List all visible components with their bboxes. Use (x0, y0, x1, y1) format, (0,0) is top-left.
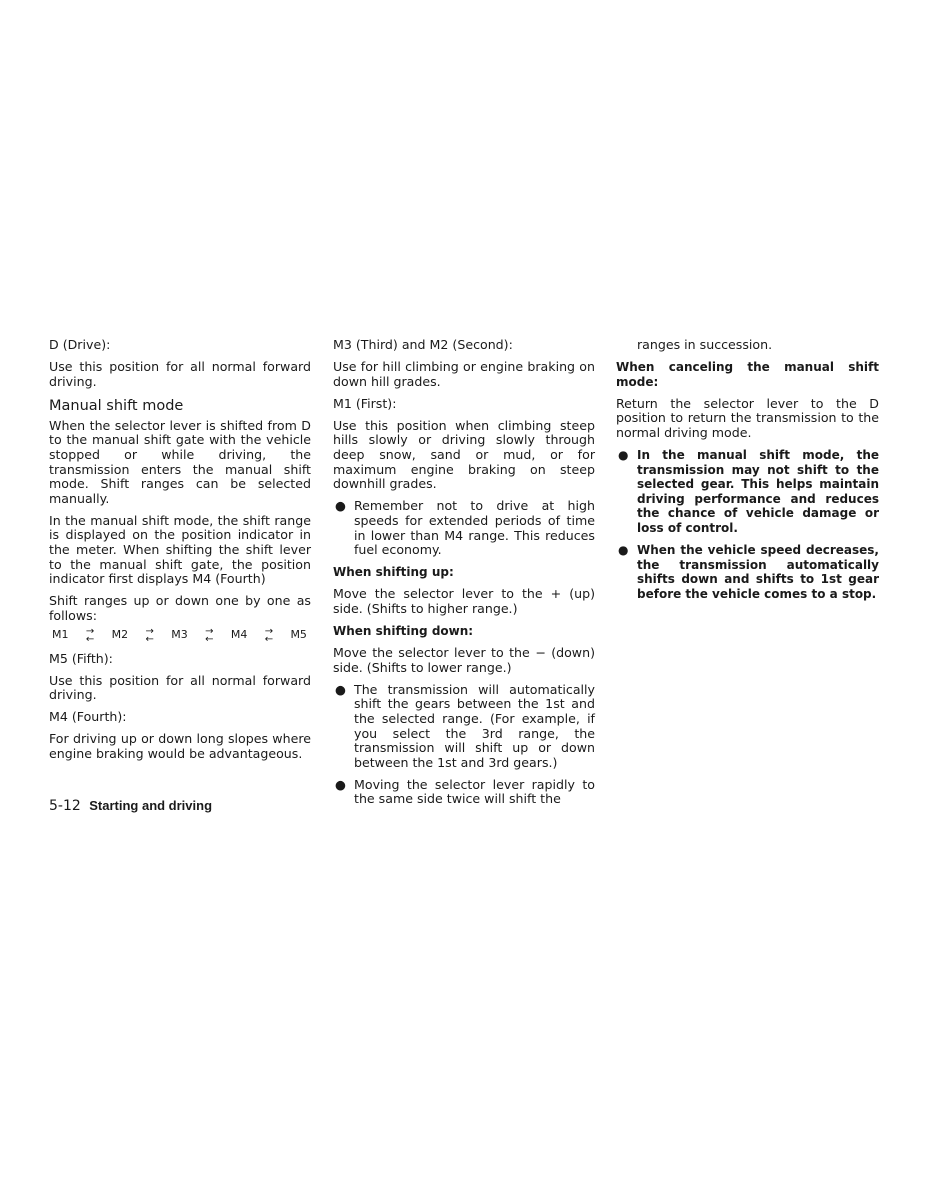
manual-paragraph-1: When the selector lever is shifted from D to the manual shift gate with the vehicle stopped or while driving, the transmission enters the manual shift mode. Shift ranges can be selected manually. (49, 417, 311, 506)
cancel-text: Return the selector lever to the D position to return the transmission to the normal driving mode. (616, 395, 879, 440)
m5-heading: M5 (Fifth): (49, 650, 113, 666)
warning-bullet (616, 543, 879, 601)
m1-heading: M1 (First): (333, 395, 397, 411)
bullet-icon: ● (335, 681, 346, 697)
drive-text: Use this position for all normal forward driving. (49, 359, 311, 389)
seq-m5: M5 (290, 628, 307, 642)
bullet-item (333, 499, 595, 557)
bullet-text: In the manual shift mode, the transmission may not shift to the selected gear. This helps maintain driving performance and reduces the chance of vehicle damage or loss of control. (637, 448, 879, 536)
cancel-heading: When canceling the manual shift mode: (616, 360, 879, 389)
bullet-text: Moving the selector lever rapidly to the same side twice will shift the (354, 776, 595, 807)
bullet-text: When the vehicle speed decreases, the transmission automatically shifts down and shifts to 1st gear before the vehicle comes to a stop. (637, 543, 879, 601)
manual-paragraph-3: Shift ranges up or down one by one as follows: (49, 593, 311, 623)
seq-m3: M3 (171, 628, 188, 642)
column-1 (49, 338, 311, 769)
manual-shift-heading: Manual shift mode (49, 397, 184, 414)
arrows-icon: → ← (205, 625, 214, 645)
shift-down-heading: When shifting down: (333, 624, 474, 638)
column-2 (333, 338, 595, 815)
bullet-text: The transmission will automatically shift the gears between the 1st and the selected range. (For example, if you select the 3rd range, the transmission will shift up or down between the 1st and 3rd gears.) (354, 681, 595, 770)
seq-m4: M4 (230, 628, 248, 642)
section-title: Starting and driving (89, 798, 213, 813)
m3m2-text: Use for hill climbing or engine braking on down hill grades. (333, 359, 595, 389)
m4-heading: M4 (Fourth): (49, 709, 127, 725)
continued-text: ranges in succession. (637, 337, 773, 352)
drive-heading: D (Drive): (49, 337, 111, 352)
manual-paragraph-2: In the manual shift mode, the shift range is displayed on the position indicator in the meter. When shifting the shift lever to the manual shift gate, the position indicator first displays M4 (Fourth) (49, 512, 311, 587)
m5-text: Use this position for all normal forward driving. (49, 672, 311, 703)
arrows-icon: → ← (85, 625, 95, 645)
bullet-text: Remember not to drive at high speeds for extended periods of time in lower than M4 range. This reduces fuel economy. (354, 498, 595, 558)
shift-down-text: Move the selector lever to the − (down) side. (Shifts to lower range.) (333, 645, 595, 675)
seq-m2: M2 (111, 628, 129, 642)
arrows-icon: → ← (145, 625, 154, 645)
shift-up-heading: When shifting up: (333, 565, 454, 580)
bullet-item (333, 778, 595, 807)
m3m2-heading: M3 (Third) and M2 (Second): (333, 337, 513, 352)
bullet-icon: ● (335, 776, 346, 792)
page-footer (49, 798, 212, 814)
warning-bullet (616, 448, 879, 536)
bullet-item (333, 683, 595, 771)
seq-m1: M1 (52, 628, 69, 642)
shift-up-text: Move the selector lever to the + (up) side. (Shifts to higher range.) (333, 586, 595, 616)
bullet-icon: ● (335, 498, 346, 514)
column-3 (616, 338, 879, 609)
page-number: 5-12 (49, 798, 81, 814)
m4-text: For driving up or down long slopes where engine braking would be advantageous. (49, 731, 311, 761)
bullet-icon: ● (618, 448, 629, 463)
bullet-icon: ● (618, 543, 629, 558)
m1-text: Use this position when climbing steep hills slowly or driving slowly through deep snow, sand or mud, or for maximum engine braking on steep downhill grades. (333, 417, 595, 492)
shift-sequence (52, 625, 307, 645)
arrows-icon: → ← (264, 625, 274, 645)
